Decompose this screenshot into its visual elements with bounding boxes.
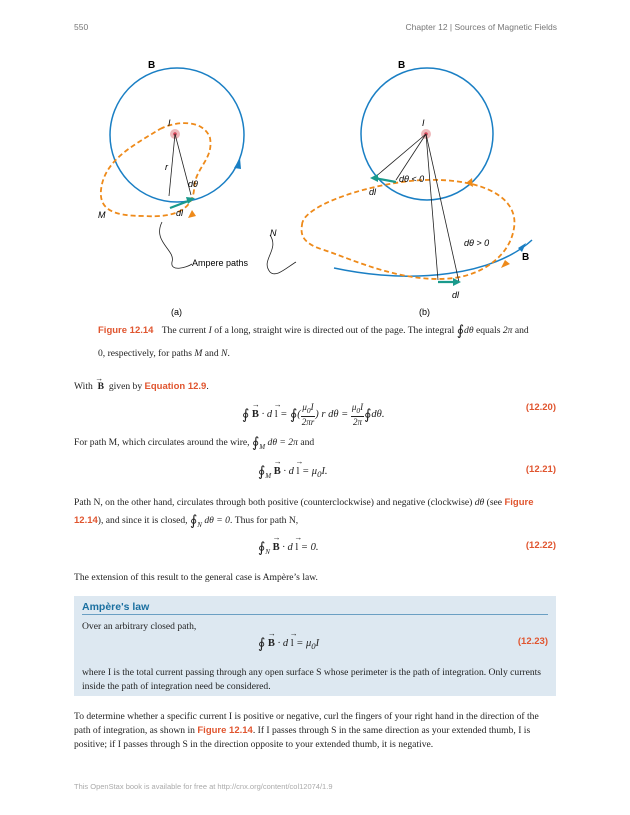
eq-num-12-22: (12.22) xyxy=(525,540,556,551)
caption-i: I xyxy=(208,325,212,336)
radius-line-a xyxy=(169,134,175,196)
chapter-header: Chapter 12 | Sources of Magnetic Fields xyxy=(405,22,557,32)
caption-2pi: 2π xyxy=(502,325,513,336)
link-figure-12-14-a[interactable]: Figure 12.14 xyxy=(74,497,534,526)
paragraph-1 xyxy=(74,380,556,394)
label-dl-a: dl xyxy=(176,208,184,218)
panel-b-label: (b) xyxy=(419,307,430,317)
para3-see: (see xyxy=(486,497,503,508)
figure-caption xyxy=(98,320,534,365)
path-arrow-b2 xyxy=(501,260,510,268)
ray-b1 xyxy=(374,134,426,178)
label-dtheta-gt0: dθ > 0 xyxy=(464,238,490,248)
caption-and2: and xyxy=(204,348,219,359)
caption-label: Figure 12.14 xyxy=(98,325,154,336)
caption-m: M xyxy=(194,348,203,359)
oint-symbol: ∮ xyxy=(456,324,465,339)
para3-t3: . Thus for path N, xyxy=(229,515,299,526)
label-i-a: I xyxy=(168,118,171,128)
circle-arrow-a xyxy=(234,158,241,169)
caption-text4: 0, respectively, for paths xyxy=(98,348,192,359)
label-m: M xyxy=(98,210,106,220)
para3-t1: Path N, on the other hand, circulates through both positive (counterclockwise) and negative (clockwise) xyxy=(74,497,473,508)
ray-b4 xyxy=(426,134,438,280)
field-arc-b xyxy=(334,240,532,276)
box-text: where I is the total current passing through any open surface S whose perimeter is the path of integration. Only currents inside the path of integration need be considered. xyxy=(82,667,542,692)
caption-text1: The current xyxy=(161,325,207,336)
equation-12-22: $∮_N \to B \cdot d \to l = 0$. xyxy=(258,540,319,557)
equation-12-20: ∮ → B · d → l = ∮( $\frac{\mu_0I}{2\pi r}$ ) r dθ = $\frac{\mu_0I}{2\pi}$ ∮dθ. xyxy=(242,402,384,427)
dl-arrowhead-b2 xyxy=(453,278,461,286)
figure-12-14 xyxy=(74,50,556,322)
path-arrow-a xyxy=(188,210,196,218)
para3-dtheta: dθ xyxy=(474,497,485,508)
caption-text2: of a long, straight wire is directed out of the page. The integral xyxy=(214,325,455,336)
leader-m xyxy=(160,222,192,268)
label-i-b: I xyxy=(422,118,425,128)
paragraph-4: The extension of this result to the general case is Ampère’s law. xyxy=(74,572,318,583)
box-rule xyxy=(82,614,548,615)
paragraph-5 xyxy=(74,710,556,752)
para1-with: With xyxy=(74,381,93,392)
caption-dtheta: dθ xyxy=(464,325,474,336)
ampere-path-n xyxy=(302,180,515,279)
equation-12-23: ∮ → $B \cdot d \to l = \mu_0I$ xyxy=(258,636,319,653)
caption-text3: equals xyxy=(475,325,501,336)
label-dtheta-a: dθ xyxy=(188,179,198,189)
footer: This OpenStax book is available for free at http://cnx.org/content/col12074/1.9 xyxy=(74,782,333,791)
dl-arrowhead-b1 xyxy=(370,174,378,182)
vec-b: → B xyxy=(95,381,106,392)
box-intro: Over an arbitrary closed path, xyxy=(82,621,197,632)
equation-12-21: $∮_M \to B \cdot d \to l = \mu_0I$. xyxy=(258,464,328,481)
para3-t2: ), and since it is closed, xyxy=(97,515,188,526)
link-equation-12-9[interactable]: Equation 12.9 xyxy=(144,381,207,392)
page-number: 550 xyxy=(74,22,89,32)
label-dl-b2: dl xyxy=(452,290,460,300)
ampere-law-box xyxy=(74,596,556,696)
para5-t1: To determine whether a specific current I is positive or negative, curl the fingers of your right hand in the direction of the path of integration, as shown in xyxy=(74,711,539,736)
box-title: Ampère's law xyxy=(82,601,150,613)
label-b-b: B xyxy=(398,60,406,71)
label-dtheta-lt0: dθ < 0 xyxy=(399,174,425,184)
para1-given-by: given by xyxy=(108,381,143,392)
link-figure-12-14-b[interactable]: Figure 12.14 xyxy=(197,725,253,736)
label-b-a: B xyxy=(148,60,156,71)
eq-num-12-23: (12.23) xyxy=(517,636,548,647)
ampere-path-m xyxy=(101,123,211,216)
eq-num-12-20: (12.20) xyxy=(525,402,556,413)
para5-t2: . If I passes through S in the same direction as your extended thumb, I is positive; if I passes through S in the direction opposite to your extended thumb, it is negative. xyxy=(74,725,531,750)
label-r-a: r xyxy=(165,162,168,172)
label-b-arc: B xyxy=(522,252,530,263)
label-ampere-paths: Ampere paths xyxy=(192,258,249,268)
para1-tail: . xyxy=(206,381,209,392)
caption-n: N xyxy=(221,348,228,359)
eq-num-12-21: (12.21) xyxy=(525,464,556,475)
para2-and: and xyxy=(300,437,315,448)
label-n: N xyxy=(270,228,277,238)
caption-and: and xyxy=(514,325,529,336)
caption-period: . xyxy=(227,348,230,359)
panel-a-label: (a) xyxy=(171,307,182,317)
leader-n xyxy=(267,235,296,274)
paragraph-2: For path M, which circulates around the wire, $∮_M$ dθ = 2π and xyxy=(74,436,315,451)
label-dl-b1: dl xyxy=(369,187,377,197)
para2-text: For path M, which circulates around the wire, xyxy=(74,437,250,448)
ray-b3 xyxy=(426,134,459,282)
paragraph-3: Path N, on the other hand, circulates through both positive (counterclockwise) and negative (clockwise) dθ (see Figure 12.14), and since it is closed, $∮_N$ dθ = 0. Thus for path N, xyxy=(74,497,534,529)
